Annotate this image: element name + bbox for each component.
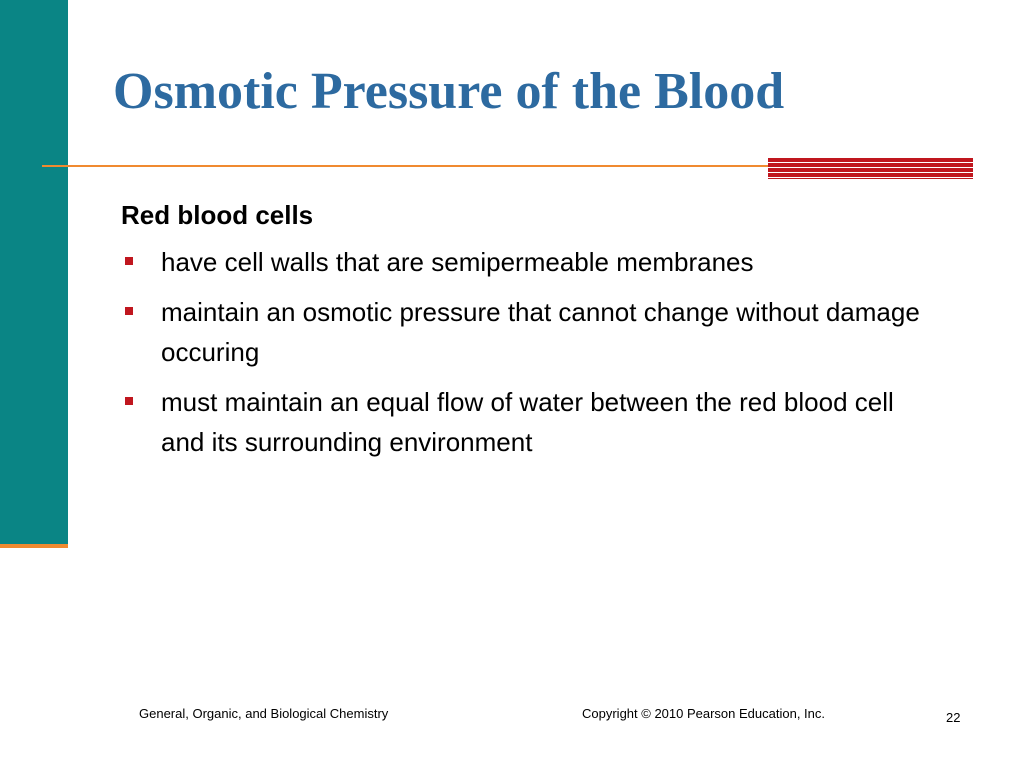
bullet-text: have cell walls that are semipermeable membranes — [161, 247, 754, 277]
title-rule-stripes — [768, 158, 973, 179]
slide-body — [121, 198, 981, 472]
left-band-underline — [0, 544, 68, 548]
footer-copyright: Copyright © 2010 Pearson Education, Inc. — [582, 706, 826, 721]
slide-title: Osmotic Pressure of the Blood — [113, 63, 785, 120]
bullet-item — [121, 292, 941, 372]
bullet-text: must maintain an equal flow of water between the red blood cell and its surrounding environment — [161, 387, 894, 457]
bullet-list — [121, 242, 981, 462]
footer-course-title: General, Organic, and Biological Chemistry — [139, 706, 389, 721]
square-bullet-icon — [125, 307, 133, 315]
square-bullet-icon — [125, 257, 133, 265]
page-number: 22 — [946, 710, 961, 725]
bullet-item — [121, 382, 941, 462]
section-heading: Red blood cells — [121, 200, 314, 230]
bullet-item — [121, 242, 941, 282]
title-rule-line — [42, 165, 772, 167]
square-bullet-icon — [125, 397, 133, 405]
left-accent-band — [0, 0, 68, 544]
bullet-text: maintain an osmotic pressure that cannot change without damage occuring — [161, 297, 920, 367]
